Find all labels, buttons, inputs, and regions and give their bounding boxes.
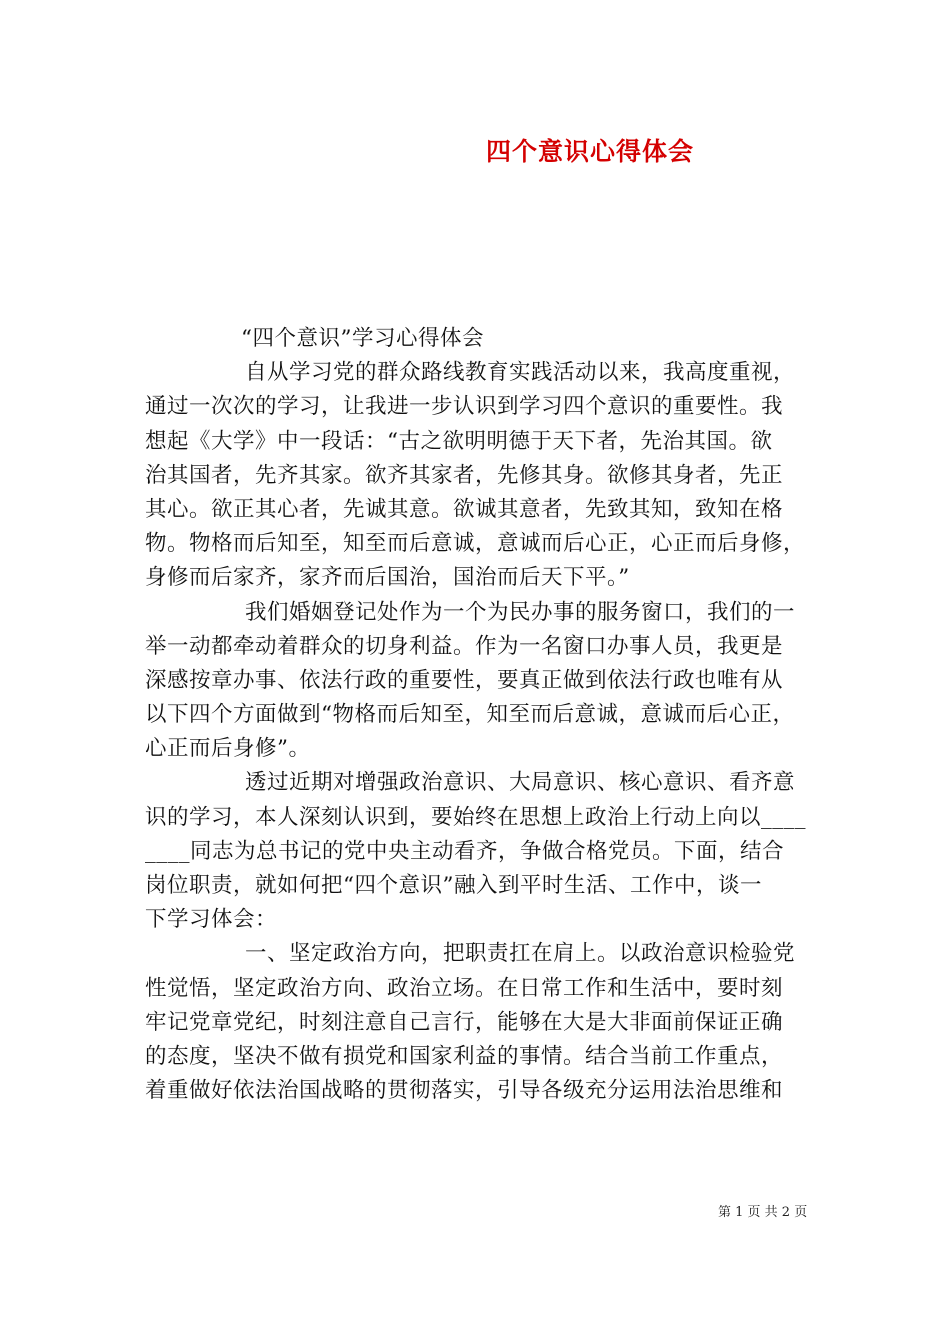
text-line: 性觉悟，坚定政治方向、政治立场。在日常工作和生活中，要时刻 — [145, 975, 784, 1001]
text-line: 物。物格而后知至，知至而后意诚，意诚而后心正，心正而后身修， — [145, 531, 806, 557]
text-line: 牢记党章党纪，时刻注意自己言行，能够在大是大非面前保证正确 — [145, 1009, 784, 1035]
text-line: 的态度，坚决不做有损党和国家利益的事情。结合当前工作重点， — [145, 1043, 784, 1069]
text-line: 以下四个方面做到“物格而后知至，知至而后意诚，意诚而后心正， — [145, 702, 795, 728]
text-line: 其心。欲正其心者，先诚其意。欲诚其意者，先致其知，致知在格 — [145, 496, 784, 522]
text-line: 下学习体会： — [145, 907, 278, 933]
text-line: 自从学习党的群众路线教育实践活动以来，我高度重视， — [245, 360, 796, 386]
document-title: 四个意识心得体会 — [485, 137, 694, 166]
text-line: 着重做好依法治国战略的贯彻落实，引导各级充分运用法治思维和 — [145, 1078, 784, 1104]
page-number-footer: 第 1 页 共 2 页 — [718, 1205, 808, 1220]
text-line: 透过近期对增强政治意识、大局意识、核心意识、看齐意 — [245, 770, 796, 796]
text-line: 我们婚姻登记处作为一个为民办事的服务窗口，我们的一 — [245, 599, 796, 625]
text-line: 治其国者，先齐其家。欲齐其家者，先修其身。欲修其身者，先正 — [145, 462, 784, 488]
document-body — [145, 322, 825, 1108]
text-line: 通过一次次的学习，让我进一步认识到学习四个意识的重要性。我 — [145, 394, 784, 420]
text-line: 想起《大学》中一段话：“古之欲明明德于天下者，先治其国。欲 — [145, 428, 773, 454]
text-line: 一、坚定政治方向，把职责扛在肩上。以政治意识检验党 — [245, 941, 796, 967]
text-line: 识的学习，本人深刻认识到，要始终在思想上政治上行动上向以____ — [145, 804, 807, 830]
text-line: 身修而后家齐，家齐而后国治，国治而后天下平。” — [145, 565, 630, 591]
text-line: 心正而后身修”。 — [145, 736, 311, 762]
document-subtitle: “四个意识”学习心得体会 — [241, 326, 484, 351]
text-line: 深感按章办事、依法行政的重要性，要真正做到依法行政也唯有从 — [145, 667, 784, 693]
text-line: ____同志为总书记的党中央主动看齐，争做合格党员。下面，结合 — [145, 838, 785, 864]
text-line: 岗位职责，就如何把“四个意识”融入到平时生活、工作中，谈一 — [145, 873, 762, 898]
text-line: 举一动都牵动着群众的切身利益。作为一名窗口办事人员，我更是 — [145, 633, 784, 659]
